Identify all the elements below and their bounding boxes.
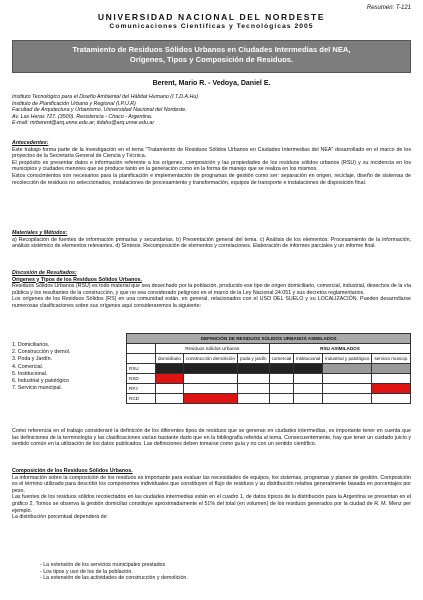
table-title: DEFINICIÓN DE RESIDUOS SÓLIDOS URBANOS ASIMILADOS <box>127 334 411 344</box>
list-item: 1. Domiciliarios. <box>12 342 50 348</box>
list-item: 3. Poda y Jardín. <box>12 356 53 363</box>
title-line-1: Tratamiento de Residuos Sólidos Urbanos en Ciudades Intermedias del NEA, <box>72 45 351 54</box>
materiales-paragraph: a) Recopilación de fuentes de información primarias y secundarias. b) Presentación general del tema. c) Análisis de los elementos. Procesamiento de la información, análisis sistémico de elementos relevantes. d) Síntesis. Recomposición de elementos y correlaciones. Elaboración de informes parciales y un informe final. <box>12 236 411 250</box>
table-row-label: RSU <box>127 364 156 374</box>
table-cell <box>294 364 323 374</box>
after-table-paragraph: Como referencia en el trabajo consideraré la definición de los diferentes tipos de residuos que se generan en ciudades intermedias, es importante tener en cuenta que las definiciones de la terminología y las clasificaciones varían bastante dado que en la bibliografía referida al tema. Consecuentemente, hay que tener un cuidado juicio y sentido común en la utilización de los datos publicados. Las definiciones deben tomarse como guía y no con un sentido científico. <box>12 428 411 448</box>
table-cell <box>372 384 411 394</box>
composicion-paragraph: La información sobre la composición de los residuos es importante para evaluar las necesidades de equipos, los sistemas, programas y planes de gestión. Composición es el término utilizado para describir los componentes individuales que constituyen el flujo de residuos y su distribución relativa generalmente basada en porcentajes por peso. <box>12 474 411 494</box>
table-cell <box>156 364 184 374</box>
table-cell <box>156 374 184 384</box>
table-cell <box>294 384 323 394</box>
table-cell <box>323 374 372 384</box>
bullet-item: - La extensión de las actividades de construcción y demolición. <box>40 575 188 582</box>
table-column-header: construcción demolición <box>183 354 237 364</box>
list-item: 2. Construcción y demol. <box>12 349 71 356</box>
university-subtitle: Comunicaciones Científicas y Tecnológicas 2005 <box>109 23 314 30</box>
materiales-section <box>12 230 411 250</box>
university-name: UNIVERSIDAD NACIONAL DEL NORDESTE <box>97 12 326 22</box>
bullet-item: - Los tipos y uso de los de la población. <box>40 568 133 575</box>
table-row <box>127 364 411 374</box>
table-column-header: poda y jardín <box>238 354 270 364</box>
table-cell <box>238 364 270 374</box>
table-group-asimilados: RSU ASIMILADOS <box>269 344 411 354</box>
table-cell <box>323 384 372 394</box>
table-cell <box>156 384 184 394</box>
document-number: Resumen: T-121 <box>366 5 411 11</box>
list-item: 5. Institucional. <box>12 370 48 377</box>
table-body <box>127 364 411 404</box>
composicion-heading: Composición de los Residuos Sólidos Urbanos. <box>12 468 133 474</box>
paper-title <box>12 40 411 73</box>
affiliations <box>12 94 198 127</box>
composicion-section <box>12 468 411 521</box>
antecedentes-paragraph: Este trabajo forma parte de la investigación en el tema "Tratamiento de Residuos Sólidos Urbanos en Ciudades Intermedias del NEA" desarrollado en el marco de los proyectos de la Secretaría General de Ciencia y Técnica. <box>12 146 411 160</box>
composicion-paragraph: La distribución porcentual dependerá de: <box>12 514 109 521</box>
antecedentes-paragraph: Estos conocimientos son necesarios para la planificación e implementación de programas de gestión como ser: separación en origen, reciclaje, diseño de sistemas de recolección de residuos no seleccionados, instalaciones de procesamiento y transformación, equipos de transporte e instalaciones de disposición final. <box>12 172 411 186</box>
table-cell <box>372 364 411 374</box>
table-row-label: RSD <box>127 374 156 384</box>
affiliation-line: Instituto Tecnológico para el Diseño Ambiental del Hábitat Humano (I.T.D.A.Hu) <box>12 94 199 100</box>
affiliation-line: Av. Las Heras 727. (3500). Resistencia - Chaco - Argentina. <box>12 113 153 120</box>
residue-types-list <box>12 342 70 392</box>
table-column-header: institucional <box>294 354 323 364</box>
affiliation-line: Instituto de Planificación Urbana y Regional (I.P.U.R) <box>12 100 136 107</box>
after-table-section <box>12 428 411 448</box>
composicion-paragraph: Las fuentes de los residuos sólidos recolectados en las ciudades intermedias están en el cuadro 1, de datos típicos de la distribución para la Argentina se presentan en el gráfico 2. Tomos se observa la gestión domiciliar constituye aproximadamente el 51% del total (en volumen) de los residuos generados por la ciudad de R. M. Menz per ejemplo. <box>12 494 411 514</box>
table-corner <box>127 344 156 354</box>
list-item: 7. Servicio municipal. <box>12 385 63 392</box>
discusion-heading: Discusión de Resultados: <box>12 270 77 276</box>
affiliation-email: E-mail: mrberent@arq.unne.edu.ar; itdahu@arq.unne.edu.ar <box>12 120 155 127</box>
origenes-heading: Orígenes y Tipos de los Residuos Sólidos Urbanos. <box>12 276 142 283</box>
table-column-header: domiciliario <box>156 354 184 364</box>
table-column-header: servicio municip. <box>372 354 411 364</box>
table-cell <box>269 374 294 384</box>
materiales-heading: Materiales y Métodos: <box>12 230 68 236</box>
table-cell <box>323 394 372 404</box>
table-cell <box>294 374 323 384</box>
table-cell <box>372 394 411 404</box>
discusion-section <box>12 270 411 310</box>
table-cell <box>269 394 294 404</box>
origenes-paragraph: Los orígenes de los Residuos Sólidos (RS) en una comunidad están, en general, relacionados con el USO DEL SUELO y su LOCALIZACIÓN. Pueden desarrollarse numerosas clasificaciones sobre sus orígenes aquí consideraremos la siguiente: <box>12 296 411 309</box>
antecedentes-paragraph: El propósito es presentar datos e información referente a los orígenes, composición y las propiedades de los residuos sólidos urbanos (RSU) y su incidencia en los municipios y ciudades menores que se produce tanto en la generación como en la forma de manejo que se realiza en los mismos. <box>12 159 411 173</box>
table-row <box>127 394 411 404</box>
table-cell <box>294 394 323 404</box>
antecedentes-heading: Antecedentes: <box>12 140 49 146</box>
authors: Berent, Mario R. - Vedoya, Daniel E. <box>152 80 271 87</box>
table-row-label: RPJ <box>127 384 156 394</box>
rsu-definition-table <box>126 333 411 404</box>
table-cell <box>183 374 237 384</box>
title-line-2: Orígenes, Tipos y Composición de Residuos. <box>129 55 294 64</box>
table-column-header: comercial <box>269 354 294 364</box>
table-cell <box>372 374 411 384</box>
table-row <box>127 384 411 394</box>
bullet-item: - La extensión de los servicios municipales prestados <box>40 562 166 568</box>
table-cell <box>156 394 184 404</box>
table-cell <box>238 384 270 394</box>
table-cell <box>183 364 237 374</box>
table-group-rsu: Residuos Sólidos Urbanos <box>156 344 270 354</box>
table-row <box>127 374 411 384</box>
table-cell <box>183 384 237 394</box>
antecedentes-section <box>12 140 411 186</box>
table-cell <box>269 384 294 394</box>
table-cell <box>238 394 270 404</box>
table-cell <box>183 394 237 404</box>
table-column-header: industrial y patológico <box>323 354 372 364</box>
table-cell <box>323 364 372 374</box>
composicion-bullets <box>40 562 188 582</box>
origenes-paragraph: Residuos Sólidos Urbanos (RSU) es todo material que sea desechado por la población, producido ese tipo de origen domiciliario, comercial, industrial, desechos de la vía pública y los resultantes de la construcción, y que no sea considerado peligroso en el marco de la Ley Nacional 24.051 y sus decretos reglamentarios. <box>12 283 411 296</box>
table-cell <box>238 374 270 384</box>
table-corner <box>127 354 156 364</box>
affiliation-line: Facultad de Arquitectura y Urbanismo. Universidad Nacional del Nordeste. <box>12 107 187 114</box>
table-cell <box>269 364 294 374</box>
list-item: 4. Comercial. <box>12 363 44 370</box>
list-item: 6. Industrial y patológico <box>12 378 70 385</box>
table-row-label: RCD <box>127 394 156 404</box>
